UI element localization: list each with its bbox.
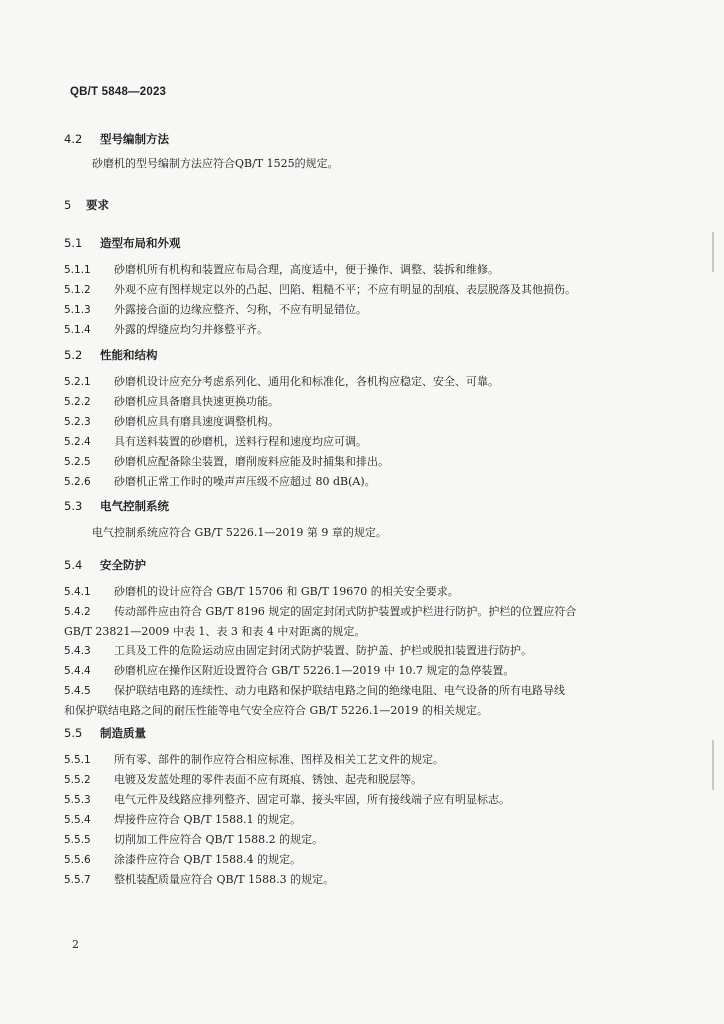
clause-number: 5.4.1 bbox=[64, 586, 91, 598]
clause bbox=[64, 372, 664, 392]
clause bbox=[64, 850, 664, 870]
clause-number: 5.4.2 bbox=[64, 606, 91, 618]
clause-list bbox=[64, 750, 664, 890]
clause-continuation: 和保护联结电路之间的耐压性能等电气安全应符合 GB/T 5226.1—2019 的相关规定。 bbox=[64, 704, 488, 717]
section-number: 5.1 bbox=[64, 236, 83, 250]
clause-number: 5.4.5 bbox=[64, 685, 91, 697]
clause-number: 5.2.1 bbox=[64, 376, 91, 388]
clause-number: 5.5.2 bbox=[64, 774, 91, 786]
clause bbox=[64, 452, 664, 472]
clause bbox=[64, 472, 664, 492]
clause-list bbox=[64, 260, 664, 340]
clause-text: 砂磨机应具有磨具速度调整机构。 bbox=[114, 415, 279, 428]
section-5-2 bbox=[64, 346, 664, 492]
clause-text: 砂磨机正常工作时的噪声声压级不应超过 80 dB(A)。 bbox=[114, 475, 376, 488]
section-number: 5.2 bbox=[64, 348, 83, 362]
clause-number: 5.1.3 bbox=[64, 304, 91, 316]
section-heading bbox=[64, 497, 664, 515]
clause-number: 5.2.5 bbox=[64, 456, 91, 468]
clause-text: 砂磨机应配备除尘装置，磨削废料应能及时捕集和排出。 bbox=[114, 455, 389, 468]
clause bbox=[64, 412, 664, 432]
clause-text: 具有送料装置的砂磨机，送料行程和速度均应可调。 bbox=[114, 435, 367, 448]
clause-number: 5.5.3 bbox=[64, 794, 91, 806]
section-5-5 bbox=[64, 724, 664, 890]
clause-text: 砂磨机所有机构和装置应布局合理，高度适中，便于操作、调整、装拆和维修。 bbox=[114, 263, 499, 276]
clause-list bbox=[64, 582, 664, 720]
clause bbox=[64, 260, 664, 280]
clause-number: 5.5.4 bbox=[64, 814, 91, 826]
clause-text: 传动部件应由符合 GB/T 8196 规定的固定封闭式防护装置或护栏进行防护。护栏的位置应符合 bbox=[114, 605, 577, 618]
clause bbox=[64, 300, 664, 320]
clause bbox=[64, 661, 664, 681]
clause-continuation: GB/T 23821—2009 中表 1、表 3 和表 4 中对距离的规定。 bbox=[64, 625, 366, 638]
clause-number: 5.1.1 bbox=[64, 264, 91, 276]
standard-code-header: QB/T 5848—2023 bbox=[70, 86, 167, 98]
section-4-2 bbox=[64, 130, 664, 173]
clause-text: 砂磨机应具备磨具快速更换功能。 bbox=[114, 395, 279, 408]
clause bbox=[64, 392, 664, 412]
section-5 bbox=[64, 196, 664, 214]
clause bbox=[64, 280, 664, 300]
section-5-4 bbox=[64, 556, 664, 720]
section-title: 造型布局和外观 bbox=[100, 236, 181, 250]
page-number: 2 bbox=[72, 938, 79, 951]
scan-edge-mark bbox=[712, 232, 714, 272]
clause bbox=[64, 830, 664, 850]
clause-text: 外露的焊缝应均匀并修整平齐。 bbox=[114, 323, 268, 336]
section-title: 型号编制方法 bbox=[100, 132, 169, 146]
section-5-3 bbox=[64, 497, 664, 542]
clause-text: 砂磨机的设计应符合 GB/T 15706 和 GB/T 19670 的相关安全要求。 bbox=[114, 585, 459, 598]
clause-number: 5.2.6 bbox=[64, 476, 91, 488]
clause-text: 切削加工件应符合 QB/T 1588.2 的规定。 bbox=[114, 833, 324, 846]
clause-number: 5.4.4 bbox=[64, 665, 91, 677]
clause bbox=[64, 602, 664, 622]
section-title: 电气控制系统 bbox=[100, 499, 169, 513]
clause-number: 5.5.7 bbox=[64, 874, 91, 886]
section-title: 制造质量 bbox=[100, 726, 146, 740]
section-heading bbox=[64, 130, 664, 148]
clause bbox=[64, 790, 664, 810]
clause bbox=[64, 810, 664, 830]
section-5-1 bbox=[64, 234, 664, 340]
clause bbox=[64, 681, 664, 701]
section-number: 4.2 bbox=[64, 132, 83, 146]
scan-edge-mark bbox=[712, 740, 714, 790]
clause bbox=[64, 750, 664, 770]
clause-text: 外观不应有图样规定以外的凸起、凹陷、粗糙不平；不应有明显的刮痕、表层脱落及其他损伤。 bbox=[114, 283, 576, 296]
clause bbox=[64, 641, 664, 661]
section-number: 5.3 bbox=[64, 499, 83, 513]
clause-text: 砂磨机设计应充分考虑系列化、通用化和标准化，各机构应稳定、安全、可靠。 bbox=[114, 375, 499, 388]
clause-text: 焊接件应符合 QB/T 1588.1 的规定。 bbox=[114, 813, 302, 826]
clause-number: 5.1.4 bbox=[64, 324, 91, 336]
clause-text: 砂磨机应在操作区附近设置符合 GB/T 5226.1—2019 中 10.7 规定的急停装置。 bbox=[114, 664, 515, 677]
clause-text: 电镀及发蓝处理的零件表面不应有斑痕、锈蚀、起壳和脱层等。 bbox=[114, 773, 422, 786]
clause-number: 5.5.5 bbox=[64, 834, 91, 846]
clause-text: 电气元件及线路应排列整齐、固定可靠、接头牢固，所有接线端子应有明显标志。 bbox=[114, 793, 510, 806]
clause-number: 5.2.4 bbox=[64, 436, 91, 448]
clause-number: 5.1.2 bbox=[64, 284, 91, 296]
clause-text: 外露接合面的边缘应整齐、匀称，不应有明显错位。 bbox=[114, 303, 367, 316]
section-heading bbox=[64, 556, 664, 574]
clause-text: 工具及工件的危险运动应由固定封闭式防护装置、防护盖、护栏或脱扣装置进行防护。 bbox=[114, 644, 532, 657]
clause-number: 5.5.1 bbox=[64, 754, 91, 766]
section-heading bbox=[64, 234, 664, 252]
clause bbox=[64, 320, 664, 340]
paragraph: 电气控制系统应符合 GB/T 5226.1—2019 第 9 章的规定。 bbox=[92, 526, 387, 539]
clause bbox=[64, 870, 664, 890]
section-heading bbox=[64, 724, 664, 742]
clause bbox=[64, 432, 664, 452]
section-heading bbox=[64, 346, 664, 364]
clause-number: 5.4.3 bbox=[64, 645, 91, 657]
clause-text: 涂漆件应符合 QB/T 1588.4 的规定。 bbox=[114, 853, 302, 866]
section-title: 性能和结构 bbox=[100, 348, 158, 362]
clause bbox=[64, 770, 664, 790]
section-heading bbox=[64, 196, 664, 214]
section-number: 5 bbox=[64, 198, 72, 212]
clause bbox=[64, 582, 664, 602]
section-number: 5.4 bbox=[64, 558, 83, 572]
clause-text: 所有零、部件的制作应符合相应标准、图样及相关工艺文件的规定。 bbox=[114, 753, 444, 766]
section-number: 5.5 bbox=[64, 726, 83, 740]
paragraph: 砂磨机的型号编制方法应符合QB/T 1525的规定。 bbox=[92, 157, 339, 170]
section-title: 安全防护 bbox=[100, 558, 146, 572]
section-title: 要求 bbox=[86, 198, 109, 212]
clause-number: 5.5.6 bbox=[64, 854, 91, 866]
clause-text: 整机装配质量应符合 QB/T 1588.3 的规定。 bbox=[114, 873, 335, 886]
clause-list bbox=[64, 372, 664, 492]
clause-number: 5.2.3 bbox=[64, 416, 91, 428]
clause-number: 5.2.2 bbox=[64, 396, 91, 408]
clause-text: 保护联结电路的连续性、动力电路和保护联结电路之间的绝缘电阻、电气设备的所有电路导线 bbox=[114, 684, 565, 697]
